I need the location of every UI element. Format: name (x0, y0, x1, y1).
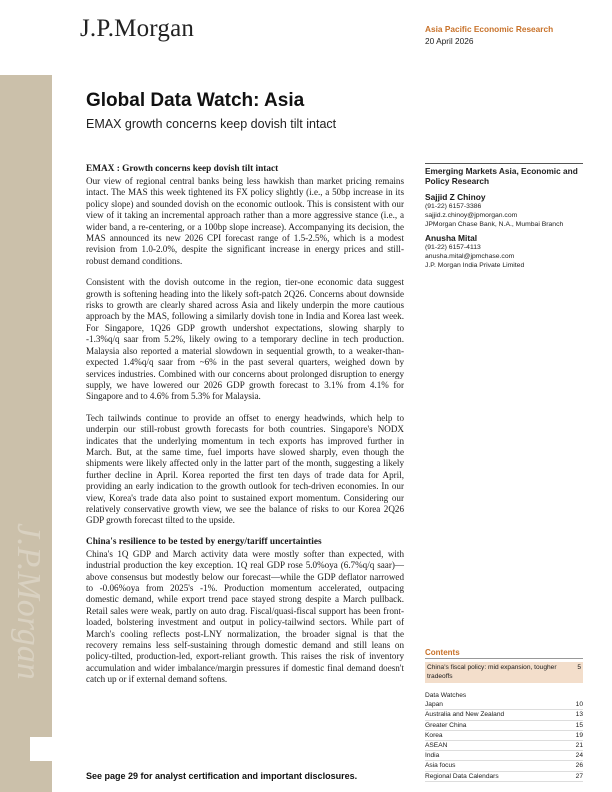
analyst-entity: JPMorgan Chase Bank, N.A., Mumbai Branch (425, 221, 564, 228)
contents-item-label: Regional Data Calendars (425, 772, 499, 780)
report-date: 20 April 2026 (425, 36, 474, 46)
analyst-card (425, 233, 583, 270)
analyst-email[interactable]: anusha.mital@jpmchase.com (425, 253, 515, 260)
paragraph: Our view of regional central banks being less hawkish than market pricing remains intact. The MAS this week tightened its FX policy slightly (i.e., a 50bp increase in its policy slope) and sounded dovish on the economic outlook. This is consistent with our view of it taking an incremental approach rather than a more aggressive stance (i.e., a wider band, a re-centering, or a 100bp slope increase). Accompanying its decision, the MAS announced its new 2026 CPI forecast range of 1.5-2.5%, which is a modest revision from 1.0-2.0%, despite the significant increase in energy prices and still-robust demand conditions. (86, 176, 404, 266)
disclosure-footer: See page 29 for analyst certification and important disclosures. (86, 771, 358, 781)
main-body (86, 164, 404, 696)
paragraph: China's 1Q GDP and March activity data were mostly softer than expected, with industrial production the key exception. 1Q real GDP rose 5.0%oya (6.7%q/q saar)—above consensus but modestly below our forecast—while the GDP deflator narrowed to -0.06%oya from 2025's -1%. Production momentum accelerated, outpacing domestic demand, while export trend pace stayed strong despite a March pullback. Retail sales were weak, partly on auto drag. Fiscal/quasi-fiscal support has been front-loaded, bolstering investment and output in policy-tailwind sectors. While part of March's cooling reflects post-LNY normalization, the broader signal is that the recovery remains less self-sustaining through domestic demand and still leans on policy-tilted, production-led, export-reliant growth. This raises the risk of inventory accumulation and wider imbalance/margin pressures if domestic final demand doesn't catch up or if external demand softens. (86, 548, 404, 685)
analyst-email[interactable]: sajjid.z.chinoy@jpmorgan.com (425, 212, 518, 219)
contents-item-page: 5 (577, 664, 581, 671)
contents-item-page: 24 (575, 752, 583, 760)
analyst-phone: (91-22) 6157-4113 (425, 244, 481, 251)
report-series: Asia Pacific Economic Research (425, 24, 554, 34)
contents-box (425, 648, 583, 782)
page-title: Global Data Watch: Asia (86, 90, 305, 111)
contents-item[interactable] (425, 772, 583, 782)
paragraph: Tech tailwinds continue to provide an offset to energy headwinds, which help to underpin our still-robust growth forecasts for both countries. Singapore's NODX indicates that the underlying momentum in tech exports has improved further in March. But, at the same time, fuel imports have slowed sharply, even though the shipments were likely affected only in the latter part of the month, suggesting a likely further decline in April. Korea reported the first ten days of trade data for April, providing an early indication to the growth outlook for tech-driven economies. In our view, Korea's trade data also point to sustained export momentum. Considering our relatively conservative growth view, we see the balance of risks to our Korea 2Q26 GDP growth forecast tilted to the upside. (86, 412, 404, 526)
section-heading-emax: EMAX : Growth concerns keep dovish tilt intact (86, 164, 279, 174)
contents-item-label: Greater China (425, 721, 467, 729)
watermark-strip (0, 75, 52, 792)
analyst-sidebar (425, 163, 583, 270)
analyst-phone: (91-22) 6157-3386 (425, 203, 482, 210)
watermark-logo: J.P.Morgan (10, 523, 47, 680)
contents-highlight-item[interactable] (425, 662, 583, 683)
contents-item-page: 21 (575, 742, 583, 750)
contents-item-page: 10 (575, 701, 583, 709)
contents-title: Contents (425, 648, 583, 659)
contents-item-label: ASEAN (425, 742, 448, 750)
contents-item-page: 13 (575, 711, 583, 719)
header-info (425, 24, 605, 46)
contents-item[interactable] (425, 721, 583, 731)
contents-item-label: Australia and New Zealand (425, 711, 505, 719)
analyst-card (425, 192, 583, 229)
contents-item-label: India (425, 752, 440, 760)
contents-item[interactable] (425, 700, 583, 710)
section-heading-china: China's resilience to be tested by energy/tariff uncertainties (86, 536, 322, 547)
contents-list (425, 700, 583, 782)
page-subtitle: EMAX growth concerns keep dovish tilt intact (86, 117, 337, 131)
analyst-entity: J.P. Morgan India Private Limited (425, 262, 525, 269)
contents-item-page: 19 (575, 731, 583, 739)
contents-item-page: 15 (575, 721, 583, 729)
contents-item[interactable] (425, 710, 583, 720)
paragraph: Consistent with the dovish outcome in the region, tier-one economic data suggest growth is softening heading into the likely soft-patch 2Q26. Concerns about downside risks to growth are clearly shared across Asia and likely underpin the more cautious approach by the MAS, following a similarly dovish tone in India and Korea last week. For Singapore, 1Q26 GDP growth undershot expectations, slowing sharply to -1.3%q/q saar from 5.2%, likely owing to a temporary decline in tech production. Malaysia also reported a material slowdown in sequential growth, to a weaker-than-expected 1.4%q/q saar from ~6% in the past several quarters, weighed down by services industries. Combined with our concerns about prolonged disruption to energy supply, we have lowered our 2026 GDP growth forecast to 3.1% from 4.1% for Singapore and to 4.6% from 5.3% for Malaysia. (86, 277, 404, 402)
contents-item[interactable] (425, 751, 583, 761)
contents-item-label: Asia focus (425, 762, 456, 770)
contents-item[interactable] (425, 741, 583, 751)
contents-item-label: Japan (425, 701, 443, 709)
analyst-name: Sajjid Z Chinoy (425, 192, 486, 202)
analyst-name: Anusha Mital (425, 233, 478, 243)
contents-item-page: 26 (575, 762, 583, 770)
team-heading: Emerging Markets Asia, Economic and Policy Research (425, 163, 583, 186)
jpmorgan-logo: J.P.Morgan (80, 15, 195, 42)
contents-item[interactable] (425, 761, 583, 771)
contents-subheading: Data Watches (425, 692, 467, 699)
contents-item[interactable] (425, 731, 583, 741)
contents-item-label: China's fiscal policy: mid expansion, tougher tradeoffs (427, 664, 557, 680)
watermark-white-square (30, 737, 52, 761)
contents-item-label: Korea (425, 731, 443, 739)
contents-item-page: 27 (575, 772, 583, 780)
